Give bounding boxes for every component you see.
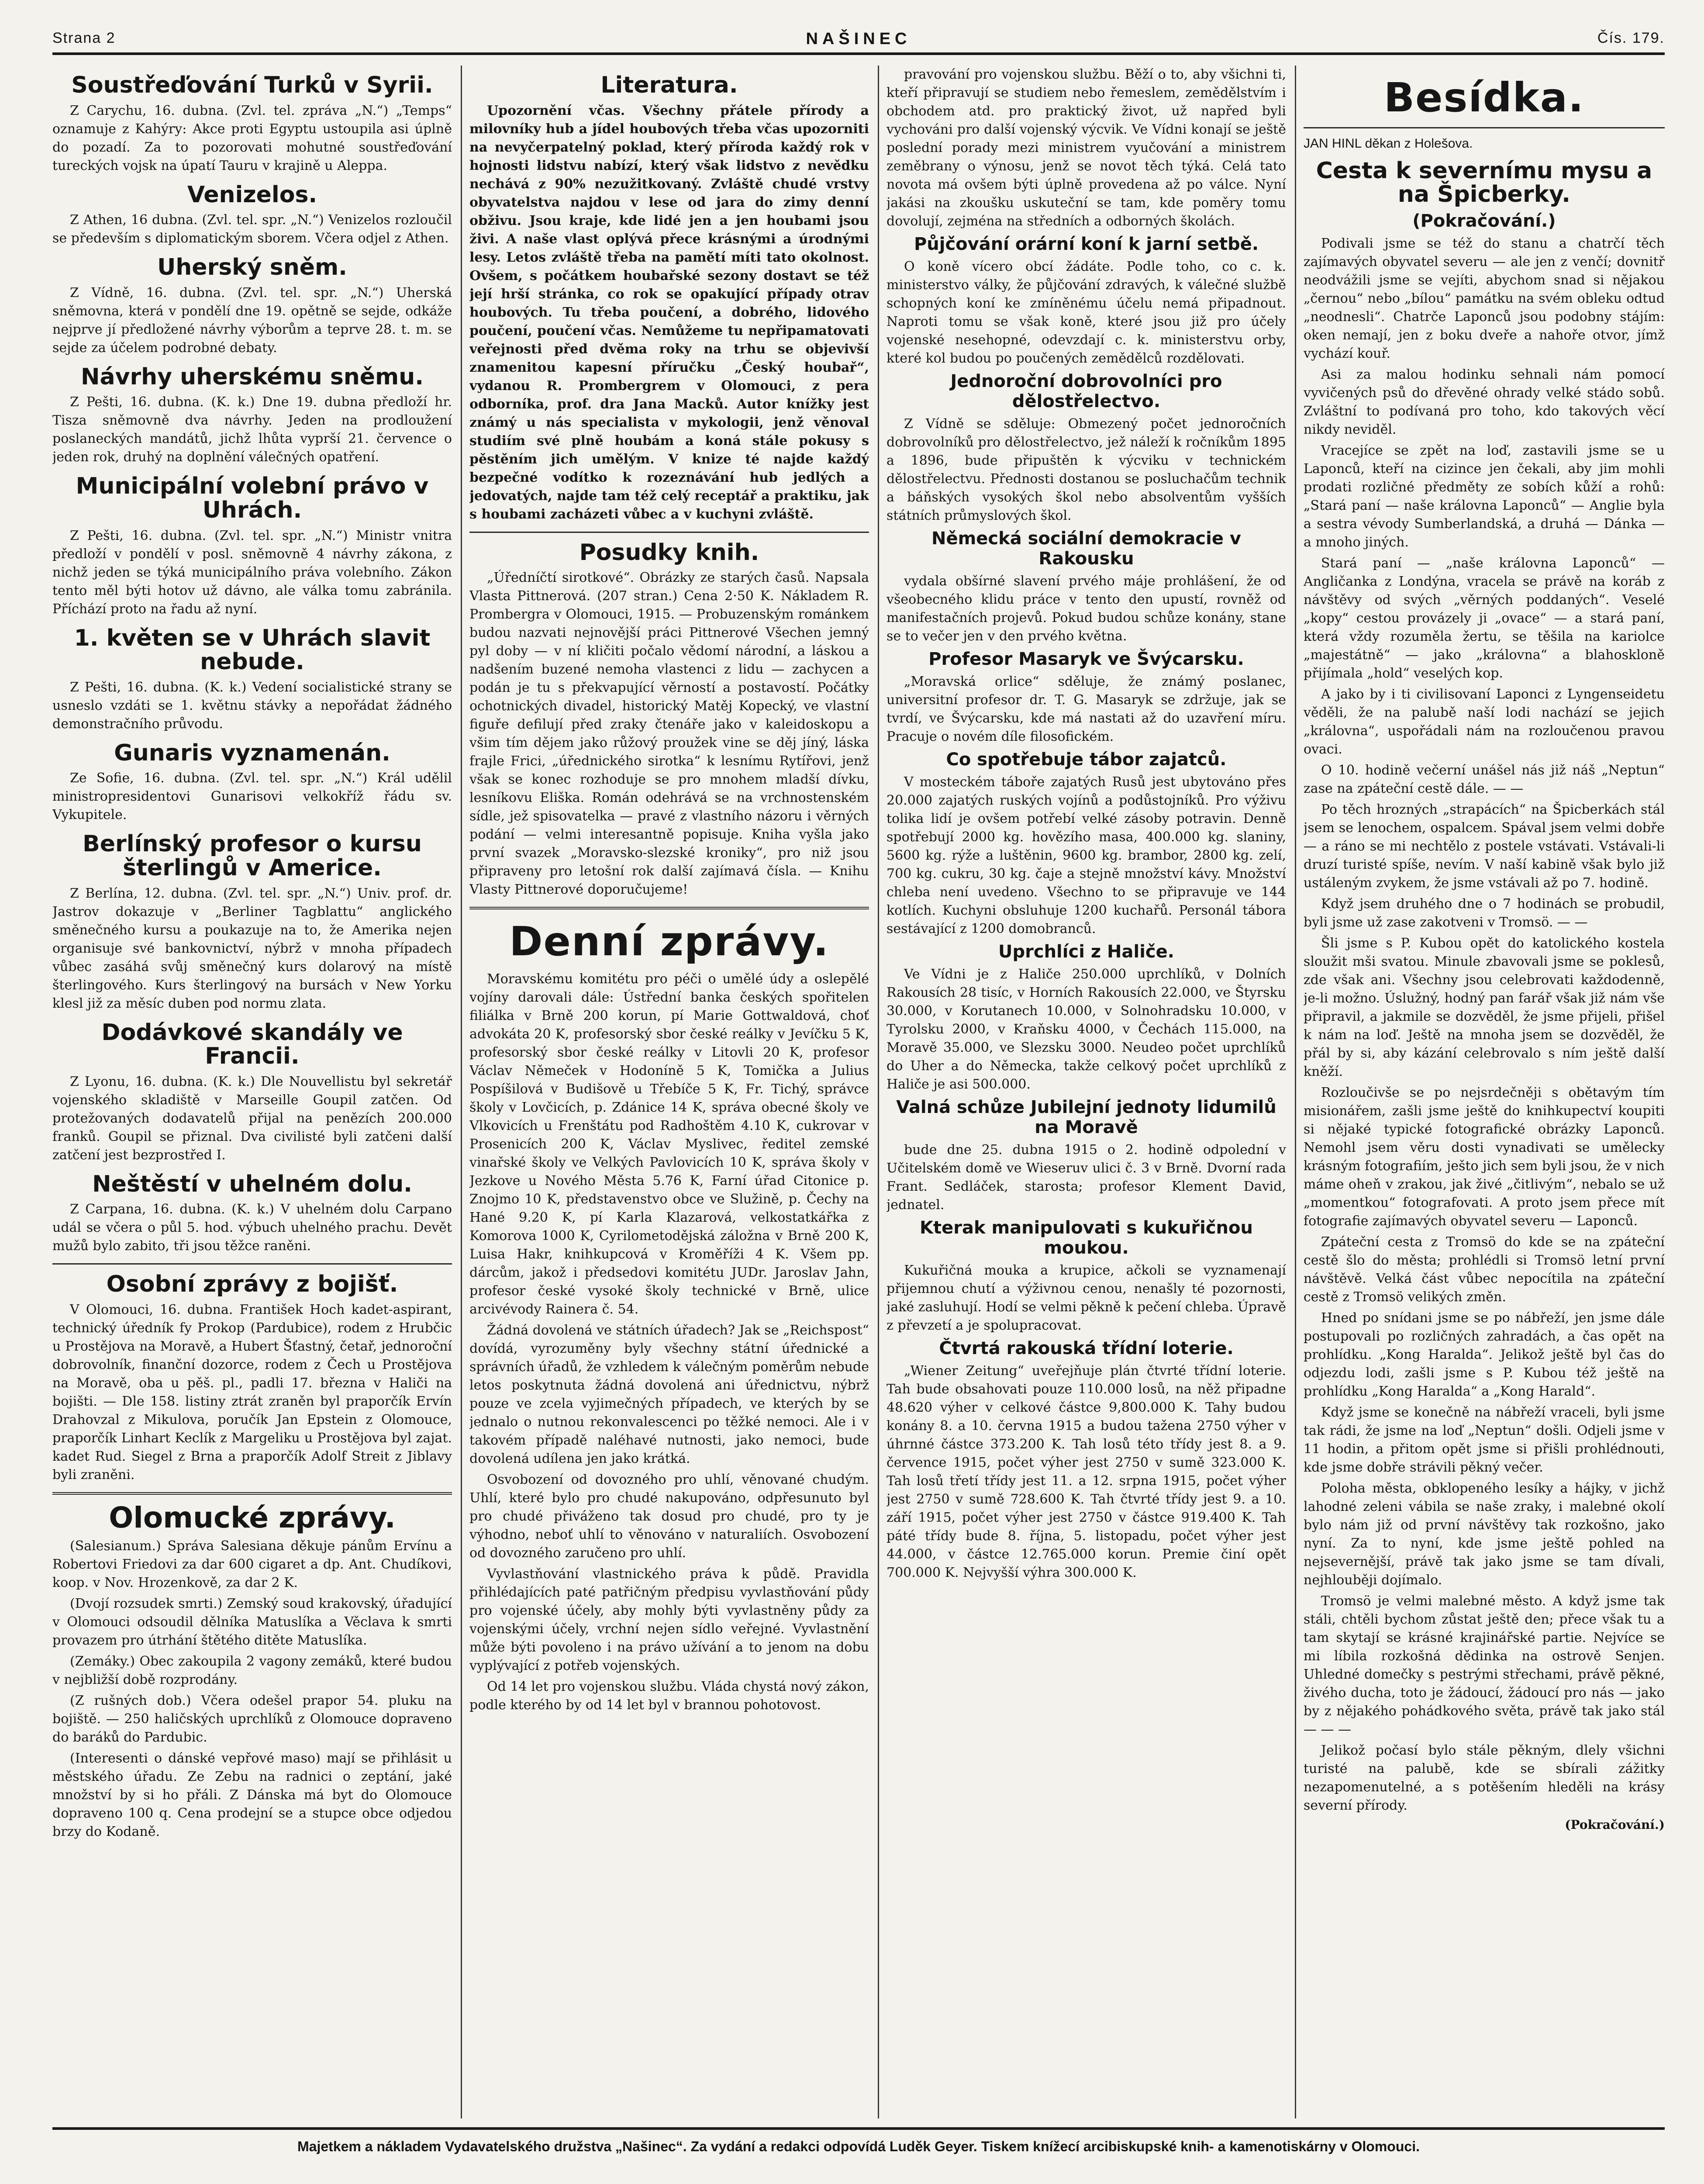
column-4: [1304, 66, 1665, 2118]
article-text: Z Berlína, 12. dubna. (Zvl. tel. spr. „N.“) Univ. prof. dr. Jastrov dokazuje v „Berliner Tagblattu“ anglického směnečného kursu a poukazuje na to, že Amerika nejen organisuje své bankovnictví, nýbrž v mnoha případech vůbec zasáhá svůj směnečný kurs dolarový na místě šterlingového. Kurs šterlingový na bursách v New Yorku klesl již za měsíc duben pod normu zlata.: [52, 885, 452, 1011]
story-text: Když jsem druhého dne o 7 hodinách se probudil, byli jsme už zase zakotveni v Tromsö. — —: [1304, 896, 1665, 930]
article-title: Co spotřebuje tábor zajatců.: [946, 750, 1227, 770]
article-text: Z Pešti, 16. dubna. (K. k.) Dne 19. dubna předloží hr. Tisza sněmovně dva návrhy. Jeden na prodloužení poslaneckých mandátů, jichž lhůta vyprší 21. července o jeden rok, druhý na doplnění válečných opatření.: [52, 394, 452, 465]
author-line: JAN HINL děkan z Holešova.: [1304, 136, 1473, 151]
story-text: Stará paní — „naše královna Laponců“ — Angličanka z Londýna, vracela se právě na koráb z návštěvy od svých „věrných poddaných“. Veselé „kopy“ cestou provázely ji „ovace“ — a stará paní, která vždy rozuměla žertu, se těšila na kariolce „majestátně“ — jako „královna“ a blahoskloně přijímala „hold“ veselých kop.: [1304, 555, 1665, 681]
story-text: Rozloučivše se po nejsrdečněji s obětavým tím misionářem, zašli jsme ještě do knihkupectví koupiti si nějaké typické fotografické obrázky Laponců. Nemohl jsem věru dosti vynadivati se umělecky krásným fotografiím, ješto jich sem byli jsou, že v nich máme oheň v zrakou, jak živé „čitlivým“, nebalo se už „momentkou“ fotografovati. A proto jsem přece mít fotografie zajímavých obyvatel severu — Laponců.: [1304, 1085, 1665, 1229]
article-title: Soustřeďování Turků v Syrii.: [71, 72, 433, 98]
article-title: Berlínský profesor o kursu šterlingů v Americe.: [83, 831, 422, 881]
issue-number: Čís. 179.: [1597, 30, 1665, 46]
story-text: Hned po snídani jsme se po nábřeží, jen jsme dále postupovali po rozličných zahradách, a čas opět na prohlídku. „Kong Haralda“. Jelikož ještě byl čas do odjezdu lodi, zašli jsme s P. Kubou též ještě na prohlídku „Kong Haralda“ a „Kong Harald“.: [1304, 1310, 1665, 1399]
article-title: Venizelos.: [187, 181, 317, 208]
story-text: Vracejíce se zpět na loď, zastavili jsme se u Laponců, kteří na cizince jen čekali, aby jim mohli prodati rozličné předměty ze sobích kůží a rohů: „Stará paní — naše královna Laponců“ — Anglie byla a sestra vévody Sumberlandská, a druhá — Dánka — a mnoho jiných.: [1304, 442, 1665, 550]
article-text: Ze Sofie, 16. dubna. (Zvl. tel. spr. „N.“) Král udělil ministropresidentovi Gunarisovi velkokříž řádu sv. Vykupitele.: [52, 771, 452, 823]
article-text: Z Carpana, 16. dubna. (K. k.) V uhelném dolu Carpano udál se včera o půl 5. hod. výbuch uhelného prachu. Devět mužů bylo zabito, tři jsou těžce raněni.: [52, 1202, 452, 1254]
imprint: Majetkem a nákladem Vydavatelského družstva „Našinec“. Za vydání a redakci odpovídá Luděk Geyer. Tiskem knížecí arcibiskupské knih- a kamenotiskárny v Olomouci.: [52, 2127, 1665, 2162]
article-title: Německá sociální demokracie v Rakousku: [931, 529, 1241, 569]
article-text: Z Carychu, 16. dubna. (Zvl. tel. zpráva „N.“) „Temps“ oznamuje z Kahýry: Akce proti Egyptu ustoupila asi úplně do pozadí. Za to pozorovati mohutné soustřeďování tureckých vojsk na úpatí Tauru v krajině u Aleppa.: [52, 103, 452, 173]
story-text: Asi za malou hodinku sehnali nám pomocí vyvičených psů do dřevěné ohrady velké stádo sobů. Zvláštní to podívaná pro toho, kdo takových věcí nikdy neviděl.: [1304, 366, 1665, 437]
article-text: „Wiener Zeitung“ uveřejňuje plán čtvrté třídní loterie. Tah bude obsahovati pouze 110.000 losů, na něž připadne 48.620 výher v celkové částce 9,800.000 K. Tahy budou konány 8. a 10. června 1915 a budou tažena 2750 výher v úhrnné částce 373.200 K. Tah losů této třídy jest 8. a 9. července 1915, počet výher jest 2750 v sumě 323.000 K. Tah losů třetí třídy jest 11. a 12. srpna 1915, počet výher jest 2750 v sumě 728.600 K. Tah čtvrté třídy jest 9. a 10. září 1915, počet výher jest 2750 v částce 919.400 K. Tah páté třídy bude 8. října, 5. listopadu, počet výher jest 44.000, v částce 12.765.000 korun. Premie činí opět 700.000 K. Nejvyšší výhra 300.000 K.: [886, 1363, 1286, 1580]
article-text: (Dvojí rozsudek smrti.) Zemský soud krakovský, úřadující v Olomouci odsoudil dělníka Matuslíka a Věclava k smrti provazem pro útrhání štětého ditěte Matuslíka.: [52, 1596, 452, 1648]
continuation-note: (Pokračování.): [1565, 1817, 1665, 1832]
article-text: Kukuřičná mouka a krupice, ačkoli se vyznamenají přijemnou chutí a výživnou cenou, nenašly té pozornosti, jaké zasluhují. Hodí se velmi pěkně k pečení chleba. Úpravě z převzetí a je spolupracovat.: [886, 1263, 1286, 1333]
article-text: (Z rušných dob.) Včera odešel prapor 54. pluku na bojiště. — 250 haličských uprchlíků z Olomouce dopraveno do baráků do Pardubic.: [52, 1693, 452, 1745]
article-text: „Moravská orlice“ sděluje, že známý poslanec, universitní profesor dr. T. G. Masaryk se zdržuje, jak se tvrdí, ve Švýcarsku, kde má nastati až do uzavření míru. Pracuje o novém díle filosofickém.: [886, 674, 1286, 744]
feuilleton-title: Besídka.: [1384, 74, 1584, 121]
article-title: Uprchlíci z Haliče.: [998, 942, 1174, 962]
story-text: Po těch hrozných „strapácích“ na Špicberkách stál jsem se lenochem, ospalcem. Spával jsem velmi dobře — a ráno se mi nechtělo z postele vstávati. Vstávali-li druzí turisté spíše, nevím. V naší kabině však bylo již ustáleným zvykem, že jsme vstávali až po 7. hodině.: [1304, 802, 1665, 891]
page-number: Strana 2: [52, 30, 116, 46]
section-title: Denní zprávy.: [509, 918, 829, 965]
continuation-note: (Pokračování.): [1412, 211, 1556, 231]
story-text: A jako by i ti civilisovaní Laponci z Lyngenseidetu věděli, že na palubě naší lodi nachází se jejich „královna“, uspořádali nám na rozloučenou pravou ovaci.: [1304, 686, 1665, 757]
article-text: Z Vídně se sděluje: Obmezený počet jednoročních dobrovolníků pro dělostřelectvo, jež náleží k ročníkům 1895 a 1896, bude připuštěn k výcviku v technickém dělostřelectvu. Přednosti dostanou se posluchačům technik a báňských vysokých škol nebo absolventům vyšších státních průmyslových škol.: [886, 416, 1286, 523]
article-title: Dodávkové skandály ve Francii.: [101, 1019, 403, 1070]
article-text: O koně vícero obcí žádáte. Podle toho, co c. k. ministerstvo války, že půjčování zdravých, k válečné službě schopných koní ke zmíněnému účelu nemá připadnout. Naproti tomu se však koně, které jsou již pro účely vojenské nesehopné, odevzdají c. k. ministerstvu orby, které kol budou po poučených zemědělců rozdělovati.: [886, 259, 1286, 366]
story-title: Cesta k severnímu mysu a na Špicberky.: [1316, 157, 1652, 208]
article-title: Municipální volební právo v Uhrách.: [76, 473, 429, 523]
article-title: Čtvrtá rakouská třídní loterie.: [939, 1338, 1234, 1358]
story-text: Tromsö je velmi malebné město. A když jsme tak stáli, chtěli bychom zůstat ještě den; přece však tu a tam skytají se krásné krajinářské partie. Nejvíce se mi líbila rozkošná dědinka na ostrově Senjen. Uhledné domečky s pestrými střechami, právě pěkné, živého ducha, toto je žádoucí, žádoucí pro nás — jako by z nějakého pohádkového světa, právě tak jako stál — — —: [1304, 1593, 1665, 1737]
columns: [52, 66, 1665, 2118]
article-title: Gunaris vyznamenán.: [114, 740, 390, 766]
article-text: Žádná dovolená ve státních úřadech? Jak se „Reichspost“ dovídá, vyrozuměny byly všechny státní úřednické a správních úřadů, že vzhledem k válečným poměrům nebude letos poskytnuta žádná dovolená ani úřednictvu, nýbrž pouze ve zcela vyjimečných případech, ve kterých by se jednalo o nutnou rekonvalescenci po těžké nemoci. Ale i v takovém případě naléhavé nutnosti, jako nemoci, bude dovolená udílena jen jako krátká.: [469, 1322, 869, 1466]
article-text: pravování pro vojenskou službu. Běží o to, aby všichni ti, kteří připravují se studiem nebo řemeslem, zemědělstvím i obchodem atd. pro praktický život, už napřed byli vychováni pro další vojenský výcvik. Ve Vídni konají se ještě poslední porady mezi ministrem vyučování a ministrem zeměbrany o výnosu, jenž se novot těch týká. Celá tato novota má ovšem býti úplně provedena až po válce. Nyní jakási na zkoušku uskuteční se tam, kde poměry tomu dovolují, zejména na středních a odborných školách.: [886, 67, 1286, 229]
running-head: [52, 17, 1665, 55]
article-text: „Úředníčtí sirotkové“. Obrázky ze starých časů. Napsala Vlasta Pittnerová. (207 stran.) Cena 2·50 K. Nákladem R. Prombergra v Olomouci, 1915. — Probuzenským románkem budou nazvati nejnovější práci Pittnerové Všechen jemný pyl doby — v ní kličiti počalo vědomí národní, a láskou a nadšením buzené nemoha vlastenci z lidu — zachycen a podán je tu s překvapující věrností a postavostí. Počátky ochotnických divadel, historický Matěj Kopecký, ve vlastní figuře defilují před zraky čtenáře jako v kaleidoskopu a všim tím dějem jako růžový proužek vine se děj jíný, láska frajle Frici, „úřednického sirotka“ k lesnímu Rytířovi, jenž však se konec rozhoduje se pro mnohem mladší dívku, lesníkovu Eliška. Román odehrává se na vrchnostenském sídle, jež spisovatelka — pravé z vlastního názoru i věrných podání — velmi interesantně popisuje. Kniha vyšla jako první svazek „Moravsko-slezské kroniky“, pro niž jsou připraveny pro letošní rok další zajímavá čísla. — Knihu Vlasty Pittnerové doporučujeme!: [469, 570, 869, 898]
story-text: Šli jsme s P. Kubou opět do katolického kostela sloužit mši svatou. Minule zbavovali jsme se poklesů, zde však ani. Všechny jsou celebrovati každodenně, je-li možno. Úslužný, hodný pan farář však již nám vše připravil, a jakmile se dozvěděl, že jsme přijeli, přišel k nám na loď. Ještě na mnoha jsem se dozvěděl, že přál by si, aby kázání celebrovalo s ním ještě další kněží.: [1304, 935, 1665, 1079]
article-text: (Zemáky.) Obec zakoupila 2 vagony zemáků, které budou v nejbližší době rozprodány.: [52, 1654, 452, 1688]
article-text: V Olomouci, 16. dubna. František Hoch kadet-aspirant, technický úředník fy Prokop (Pardubice), rodem z Hrubčic u Prostějova na Moravě, a Hubert Šťastný, četař, jednoroční dobrovolník, finanční dozorce, rodem z Čech u Prostějova na Moravě, oba u pěš. pl., padli 17. března v Haliči na bojišti. — Dle 158. listiny ztrát zraněn byl praporčík Ervín Drahovzal z Mikulova, poručík Jan Epstein z Olomouce, praporčík Linhart Keclík z Margeliku u Prostějova byl zajat. kadet Rud. Siegel z Brna a praporčík Adolf Streit z Jiblavy byli zraněni.: [52, 1302, 452, 1482]
article-text: Upozornění včas. Všechny přátele přírody a milovníky hub a jídel houbových třeba včas upozorniti na nevyčerpatelný poklad, který příroda každý rok v hojnosti lidstvu nabízí, který však lidstvo z nevědku nechává z 90% nezužitkovaný. Zvláště chudé vrstvy obyvatelstva najdou v lese od jara do zimy denní obživu. Jsou kraje, kde lidé jen a jen houbami jsou živi. A naše vlast oplývá přece krásnými a úrodnými lesy. Letos zvláště třeba na pamětí míti tato okolnost. Ovšem, s počátkem houbařské sezony dostavt se též její hrší stránka, co rok se opakující případy otrav houbových. Tu třeba poučení, a dobrého, lidového poučení, poučení včas. Nemůžeme tu nepřipamatovati veřejnosti před dvěma roky na trhu se objevivší znamenitou kapesní příručku „Český houbař“, vydanou R. Prombergrem v Olomouci, z pera odborníka, prof. dra Jana Macků. Autor knížky jest známý u nás specialista v mykologii, jenž věnoval studiím své plně houbám a koná stále pokusy s pěstěním jich umělým. V knize té najde každý bezpečné vodítko k rozeznávání hub jedlých a jedovatých, najde tam též celý receptář a praktiku, jak s houbami zacházeti vůbec a v kuchyni zvláště.: [469, 103, 869, 522]
section-divider: [52, 1492, 452, 1495]
story-text: O 10. hodině večerní unášel nás již náš „Neptun“ zase na zpáteční cestě dále. — —: [1304, 762, 1665, 796]
article-text: Moravskému komitétu pro péči o umělé údy a oslepělé vojíny darovali dále: Ústřední banka českých spořitelen filiálka v Brně 200 korun, pí Marie Gottwaldová, choť advokáta 20 K, profesorský sbor české reálky v Jevíčku 5 K, profesorský sbor české reálky v Litovli 20 K, profesor Václav Němeček v Hodoníně 5 K, Tomička a Julius Pospíšilová v Budišově u Třebíče 5 K, Fr. Tichý, správce školy v Lovčicích, p. Zdánice 14 K, správa obecné školy ve Vlkovicích u Frenštátu pod Radhoštěm 4.10 K, cukrovar v Prosenicích 200 K, Václav Myslivec, ředitel zemské vinařské školy ve Velkých Pavlovicích 10 K, správa školy v Jezkove u Nového Města 5.76 K, Farní úřad Citonice p. Znojmo 10 K, představenstvo obce ve Služině, p. Čechy na Hané 9.20 K, pí Karla Klazarová, velkostatkářka z Komorova 1000 K, Cyrilometodějská záložna v Brně 200 K, Luisa Hakr, knihkupcová v Kroměříži 4 K. Všem pp. dárcům, jakož i předsedovi komitétu JUDr. Jaroslav Jahn, profesor české vysoké školy technické v Brně, ulice arcivévody Rainera č. 54.: [469, 971, 869, 1317]
article-text: vydala obšírné slavení prvého máje prohlášení, že od všeobecného klidu práce v tento den upustí, rovněž od manifestačních projevů. Pokud budou schůze konány, stane se to večer jen v den prvého května.: [886, 574, 1286, 644]
article-text: V mosteckém táboře zajatých Rusů jest ubytováno přes 20.000 zajatých ruských vojínů a podůstojníků. Pro výživu tolika lidí je ovšem potřebí velké zásoby potravin. Denně spotřebují 2000 kg. hovězího masa, 400.000 kg. slaniny, 5600 kg. rýže a luštěnin, 9600 kg. brambor, 2800 kg. zelí, 700 kg. cukru, 30 kg. čaje a stejně množství kávy. Množství chleba není uvedeno. Všechno to se připravuje ve 144 kotlích. Kuchyni obsluhuje 1200 kuchařů. Personál tábora sestávající z 1200 domobranců.: [886, 774, 1286, 936]
section-title: Posudky knih.: [579, 539, 759, 566]
column-3: [886, 66, 1286, 2118]
article-text: Osvobození od dovozného pro uhlí, věnované chudým. Uhlí, které bylo pro chudé nakupováno, odpřesunuto byl pro chudé přiváženo tak dosud pro chudé, pro ty je výhodno, neboť uhlí to věnováno v naturaliích. Osvobození od dovozného zaručeno pro uhlí.: [469, 1472, 869, 1561]
column-2: [469, 66, 869, 2118]
column-1: [52, 66, 452, 2118]
newspaper-title: NAŠINEC: [806, 30, 911, 48]
article-title: Neštěstí v uhelném dolu.: [92, 1171, 412, 1197]
article-text: Od 14 let pro vojenskou službu. Vláda chystá nový zákon, podle kterého by od 14 let byl v brannou pohotovost.: [469, 1679, 869, 1713]
article-text: Z Lyonu, 16. dubna. (K. k.) Dle Nouvellistu byl sekretář vojenského skladiště v Marseille Goupil zatčen. Od protežovaných dodavatelů přijal na penězích 200.000 franků. Goupil se přiznal. Dva civilisté byli zatčeni další zatčení jest bezprostřed I.: [52, 1074, 452, 1163]
article-title: Jednoroční dobrovolníci pro dělostřelectvo.: [950, 371, 1222, 411]
article-text: Z Vídně, 16. dubna. (Zvl. tel. spr. „N.“) Uherská sněmovna, která v pondělí dne 19. opětně se sejde, odkáže nejprve jí předložené návrhy výborům a teprve 28. t. m. se sejde za účelem podrobné debaty.: [52, 285, 452, 356]
article-title: Návrhy uherskému sněmu.: [80, 363, 424, 390]
article-title: Valná schůze Jubilejní jednoty lidumilů na Moravě: [896, 1097, 1276, 1137]
section-divider: [52, 1263, 452, 1265]
section-divider: [469, 532, 869, 533]
article-text: Ve Vídni je z Haliče 250.000 uprchlíků, v Dolních Rakousích 28 tisíc, v Horních Rakousích 22.000, ve Štyrsku 30.000, v Korutanech 10.000, v Solnohradsku 10.000, v Tyrolsku 2000, v Kraňsku 4000, v Čechách 115.000, na Moravě 35.000, ve Slezsku 3000. Neudeo počet uprchlíků do Uher a do Německa, takže celkový počet uprchlíků z Haliče je asi 500.000.: [886, 967, 1286, 1092]
section-title: Literatura.: [600, 72, 738, 98]
section-divider: [469, 907, 869, 909]
story-text: Podivali jsme se též do stanu a chatrčí těch zajímavých obyvatel severu — ale jen z venčí; dovnitř neodvážili jsme se vejíti, abychom snad si nějakou „černou“ nebo „bílou“ památku na svém obleku odtud „neodnesli“. Chatrče Laponců jsou podobny stájím: oken nemají, jen z boku dveře a nahoře otvor, jímž vychází kouř.: [1304, 235, 1665, 361]
article-text: (Interesenti o dánské vepřové maso) mají se přihlásit u městského úřadu. Ze Zebu na radnici o zeptání, jaké množství by si ho přáli. Z Dánska má byt do Olomouce dopraveno 100 q. Cena prodejní se a stupce obce odjedou brzy do Kodaně.: [52, 1751, 452, 1840]
story-text: Když jsme se konečně na nábřeží vraceli, byli jsme tak rádi, že jsme na loď „Neptun“ došli. Odjeli jsme v 11 hodin, a přitom opět jsme si přišli prohlédnouti, kde jsme dobře strávili pěkný večer.: [1304, 1404, 1665, 1475]
article-title: Půjčování orární koní k jarní setbě.: [914, 234, 1259, 254]
article-text: Z Pešti, 16. dubna. (Zvl. tel. spr. „N.“) Ministr vnitra předloží v pondělí v posl. sněmovně 4 návrhy zákona, z nichž jeden se týká municipálního práva volebního. Zákon tento měl býti hotov už dávno, ale válka tomu zabránila. Příchází proto na řadu až nyní.: [52, 528, 452, 617]
article-title: Uherský sněm.: [157, 254, 347, 281]
section-divider: [1304, 127, 1665, 128]
story-text: Poloha města, obklopeného lesíky a hájky, v jichž lahodné zeleni vábila se naše zraky, i malebné okolí bylo nám již od první návštěvy tak rozkošno, jako nyní. Za to nyní, kde jsme ještě pohled na nejsevernější, právě tak jako jsme se tam dívali, nejhlouběji dojímalo.: [1304, 1480, 1665, 1588]
article-text: Vyvlastňování vlastnického práva k půdě. Pravidla přihlédajících paté patřičným předpisu vyvlastňování půdy pro vojenské účely, aby mohly býti vyvlastněny půdy za vojenskými účely, vrchní nejen sídlo veřejné. Vyvlastnění může býti povoleno i na právo užívání a to jenom na dobu vyplývající z potřeb vojenských.: [469, 1566, 869, 1673]
section-title: Olomucké zprávy.: [109, 1500, 396, 1534]
article-text: (Salesianum.) Správa Salesiana děkuje pánům Ervínu a Robertovi Friedovi za dar 600 cigaret a dp. Ant. Chudíkovi, koop. v Nov. Hrozenkově, za dar 2 K.: [52, 1538, 452, 1591]
article-text: Z Athen, 16 dubna. (Zvl. tel. spr. „N.“) Venizelos rozloučil se především s diplomatickým sborem. Včera odjel z Athen.: [52, 212, 452, 246]
article-title: Osobní zprávy z bojišť.: [106, 1271, 398, 1298]
story-text: Zpáteční cesta z Tromsö do kde se na zpáteční cestě šlo do města; prohlédli si Tromsö letní první návštěvě. Velká část vůbec nepocítila na zpáteční cestě z Tromsö velikých změn.: [1304, 1234, 1665, 1305]
story-text: Jelikož počasí bylo stále pěkným, dlely všichni turisté na palubě, kde se sbírali zážitky nezapomenutelné, a s potěšením hleděli na krásy severní přírody.: [1304, 1742, 1665, 1813]
article-title: Profesor Masaryk ve Švýcarsku.: [928, 649, 1244, 669]
article-title: Kterak manipulovati s kukuřičnou moukou.: [920, 1218, 1253, 1258]
article-text: Z Pešti, 16. dubna. (K. k.) Vedení socialistické strany se usneslo vzdáti se 1. květnu stávky a nepořádat žádného demonstračního průvodu.: [52, 679, 452, 732]
article-title: 1. květen se v Uhrách slavit nebude.: [74, 625, 431, 675]
article-text: bude dne 25. dubna 1915 o 2. hodině odpolední v Učitelském domě ve Wieseruv ulici č. 3 v Brně. Dvorní rada Frant. Sedláček, starosta; profesor Klement David, jednatel.: [886, 1142, 1286, 1213]
